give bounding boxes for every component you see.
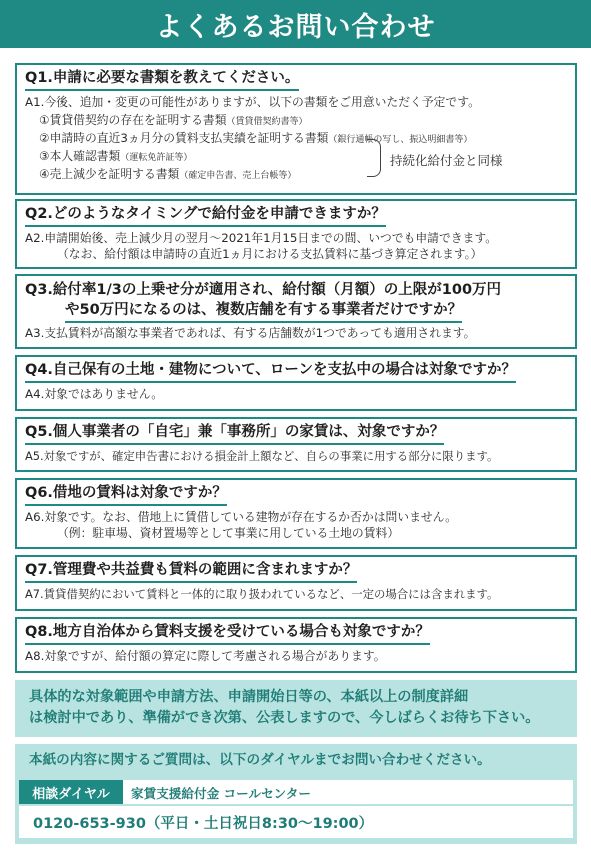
answer-2: A2.申請開始後、売上減少月の翌月～2021年1月15日までの間、いつでも申請できます。 xyxy=(25,231,498,245)
answer-3: A3.支払賃料が高額な事業者であれば、有する店舗数が1つであっても適用されます。 xyxy=(25,326,476,340)
contact-box xyxy=(15,744,577,844)
doc-item-4: ④売上減少を証明する書類（確定申告書、売上台帳等） xyxy=(39,167,297,181)
qa-item-3 xyxy=(15,274,577,349)
doc-item-1: ①賃貸借契約の存在を証明する書類（賃貸借契約書等） xyxy=(39,113,308,127)
answer-6-note: （例：駐車場、資材置場等として事業に用している土地の賃料） xyxy=(57,526,400,540)
question-6: Q6.借地の賃料は対象ですか？ xyxy=(25,485,227,506)
question-4: Q4.自己保有の土地・建物について、ローンを支払中の場合は対象ですか？ xyxy=(25,362,516,383)
page-title: よくあるお問い合わせ xyxy=(0,0,591,48)
answer-2-note: （なお、給付額は申請時の直近1ヵ月における支払賃料に基づき算定されます。） xyxy=(57,247,483,261)
question-2: Q2.どのようなタイミングで給付金を申請できますか？ xyxy=(25,206,386,227)
answer-1: A1.今後、追加・変更の可能性がありますが、以下の書類をご用意いただく予定です。 xyxy=(25,95,480,109)
phone-number[interactable]: 0120-653-930（平日・土日祝日8:30～19:00） xyxy=(19,806,573,838)
doc-item-3: ③本人確認書類（運転免許証等） xyxy=(39,149,193,163)
doc-item-2: ②申請時の直近3ヵ月分の賃料支払実績を証明する書類（銀行通帳の写し、振込明細書等） xyxy=(39,131,473,145)
brace-bracket xyxy=(367,139,381,177)
contact-intro: 本紙の内容に関するご質問は、以下のダイヤルまでお問い合わせください。 xyxy=(29,752,491,768)
qa-item-2 xyxy=(15,199,577,269)
question-8: Q8.地方自治体から賃料支援を受けている場合も対象ですか？ xyxy=(25,624,430,645)
qa-item-4 xyxy=(15,355,577,411)
qa-item-8 xyxy=(15,617,577,673)
notice-line-2: は検討中であり、準備ができ次第、公表しますので、今しばらくお待ち下さい。 xyxy=(29,710,540,726)
question-1: Q1.申請に必要な書類を教えてください。 xyxy=(25,70,299,91)
dial-label: 相談ダイヤル xyxy=(19,780,123,804)
qa-item-5 xyxy=(15,417,577,472)
doc-list xyxy=(17,112,575,184)
qa-item-7 xyxy=(15,555,577,611)
answer-5: A5.対象ですが、確定申告書における損金計上額など、自らの事業に用する部分に限ります。 xyxy=(25,449,499,463)
qa-item-6 xyxy=(15,478,577,549)
answer-8: A8.対象ですが、給付額の算定に際して考慮される場合があります。 xyxy=(25,649,386,663)
notice-line-1: 具体的な対象範囲や申請方法、申請開始日等の、本紙以上の制度詳細 xyxy=(29,689,469,705)
question-7: Q7.管理費や共益費も賃料の範囲に含まれますか？ xyxy=(25,562,357,583)
question-3-line2: や50万円になるのは、複数店舗を有する事業者だけですか？ xyxy=(65,302,462,323)
answer-4: A4.対象ではありません。 xyxy=(25,387,164,401)
brace-note: 持続化給付金と同様 xyxy=(390,153,503,168)
notice-box xyxy=(15,680,577,737)
dial-row xyxy=(19,780,573,804)
answer-6: A6.対象です。なお、借地上に賃借している建物が存在するか否かは問いません。 xyxy=(25,510,457,524)
answer-7: A7.賃貸借契約において賃料と一体的に取り扱われているなど、一定の場合には含まれます。 xyxy=(25,587,499,601)
qa-item-1 xyxy=(15,63,577,195)
call-center-name: 家賃支援給付金 コールセンター xyxy=(123,780,573,804)
question-3: Q3.給付率1/3の上乗せ分が適用され、給付額（月額）の上限が100万円 xyxy=(25,282,502,298)
question-5: Q5.個人事業者の「自宅」兼「事務所」の家賃は、対象ですか？ xyxy=(25,424,444,445)
